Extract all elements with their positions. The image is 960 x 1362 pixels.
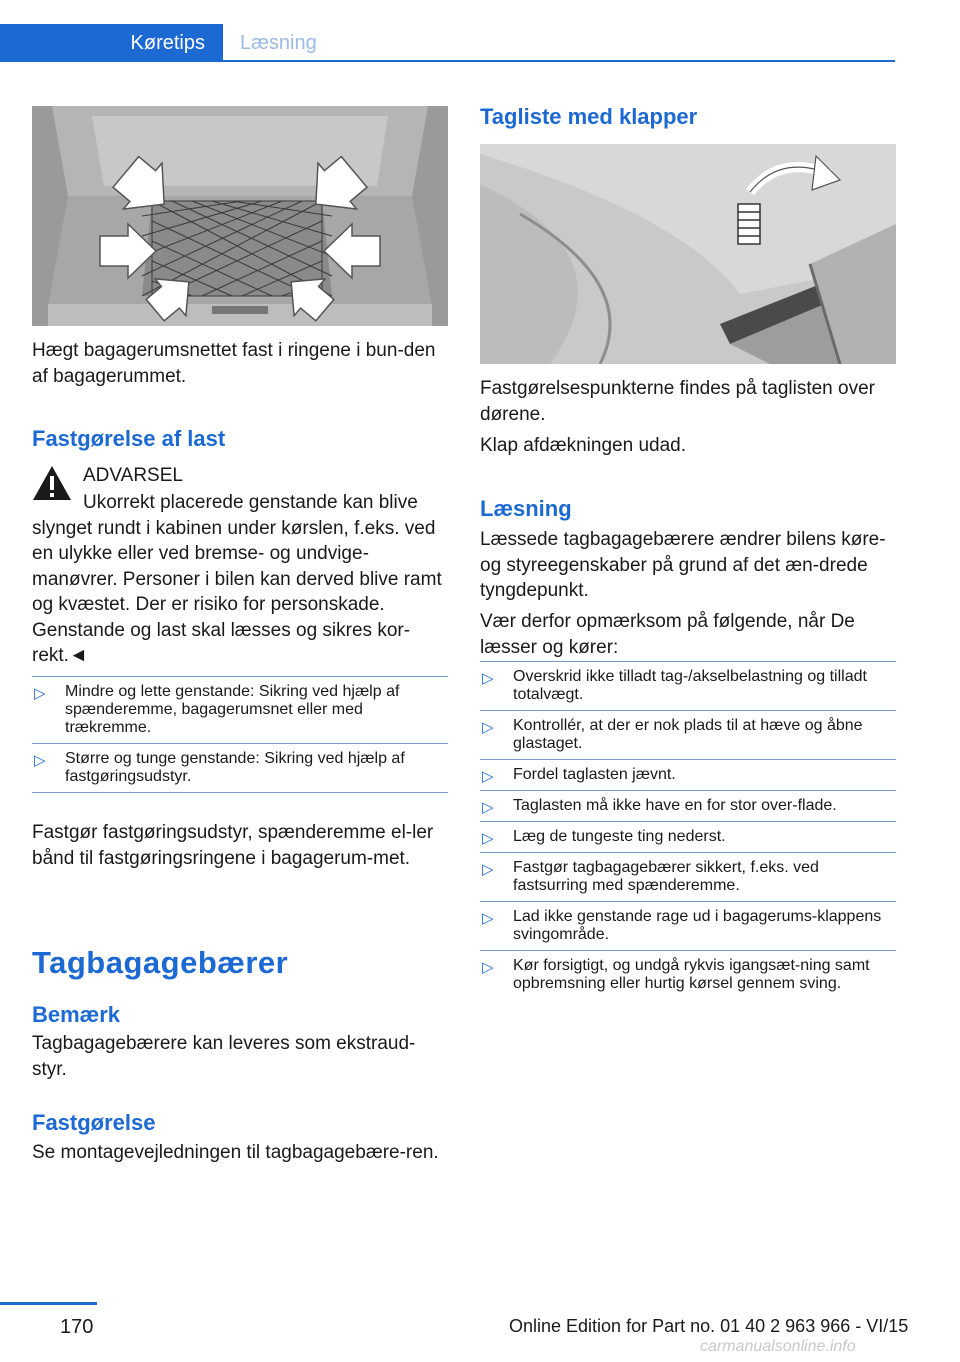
- bullet-triangle-icon: ▷: [34, 685, 46, 702]
- cargo-bullet-list: [32, 676, 448, 793]
- tab-laesning[interactable]: Læsning: [240, 32, 317, 54]
- bullet-triangle-icon: ▷: [482, 719, 494, 736]
- footer-rule: [0, 1302, 97, 1305]
- section-title-tagliste: Tagliste med klapper: [480, 104, 698, 129]
- sub-title-fastgoerelse: Fastgørelse: [32, 1110, 156, 1135]
- list-item: ▷ Læg de tungeste ting nederst.: [480, 821, 896, 852]
- list-item: ▷ Mindre og lette genstande: Sikring ved hjælp af spænderemme, bagagerumsnet eller med trækremme.: [32, 676, 448, 743]
- main-title-tagbagagebaerer: Tagbagagebærer: [32, 945, 289, 980]
- list-item: ▷ Taglasten må ikke have en for stor over-flade.: [480, 790, 896, 821]
- list-item: ▷ Lad ikke genstande rage ud i bagagerums-klappens svingområde.: [480, 901, 896, 950]
- bullet-triangle-icon: ▷: [482, 959, 494, 976]
- after-bullets-text: Fastgør fastgøringsudstyr, spænderemme el-ler bånd til fastgøringsringene i bagagerum-met.: [32, 822, 434, 869]
- list-item: ▷ Overskrid ikke tilladt tag-/akselbelastning og tilladt totalvægt.: [480, 661, 896, 710]
- warning-text: Ukorrekt placerede genstande kan blive slynget rundt i kabinen under kørslen, f.eks. ved en ulykke eller ved bremse- og undvige-manøvrer. Personer i bilen kan derved blive ramt og kvæstet. Der er risiko for personskade. Genstande og last skal læsses og sikres kor-rekt.◄: [32, 492, 442, 666]
- list-item: ▷ Større og tunge genstande: Sikring ved hjælp af fastgøringsudstyr.: [32, 743, 448, 793]
- laesning-para-2: Vær derfor opmærksom på følgende, når De læsser og kører:: [480, 611, 855, 658]
- trunk-net-illustration: [32, 106, 448, 326]
- list-item: ▷ Fastgør tagbagagebærer sikkert, f.eks. ved fastsurring med spænderemme.: [480, 852, 896, 901]
- fastgoerelse-text: Se montagevejledningen til tagbagagebære-ren.: [32, 1142, 439, 1163]
- section-title-laesning: Læsning: [480, 496, 572, 521]
- laesning-para-1: Læssede tagbagagebærere ændrer bilens køre- og styreegenskaber på grund af det æn-drede tyngdepunkt.: [480, 529, 886, 601]
- bemaerk-text: Tagbagagebærere kan leveres som ekstraud-styr.: [32, 1033, 416, 1080]
- bullet-triangle-icon: ▷: [482, 670, 494, 687]
- bullet-triangle-icon: ▷: [482, 830, 494, 847]
- header-tabbar: [0, 24, 895, 62]
- roof-rail-illustration: [480, 144, 896, 364]
- list-item: ▷ Kontrollér, at der er nok plads til at hæve og åbne glastaget.: [480, 710, 896, 759]
- trunk-net-caption: Hægt bagagerumsnettet fast i ringene i bun-den af bagagerummet.: [32, 340, 436, 387]
- watermark: carmanualsonline.info: [700, 1338, 856, 1355]
- section-title-fastgoerelse-af-last: Fastgørelse af last: [32, 426, 226, 451]
- bullet-triangle-icon: ▷: [482, 768, 494, 785]
- tab-koeretips[interactable]: Køretips: [0, 24, 223, 62]
- roof-rail-caption-1: Fastgørelsespunkterne findes på taglisten over dørene.: [480, 378, 875, 425]
- warning-label: ADVARSEL: [83, 465, 183, 486]
- list-item: ▷ Fordel taglasten jævnt.: [480, 759, 896, 790]
- bullet-triangle-icon: ▷: [34, 752, 46, 769]
- bullet-triangle-icon: ▷: [482, 861, 494, 878]
- bullet-triangle-icon: ▷: [482, 910, 494, 927]
- list-item: ▷ Kør forsigtigt, og undgå rykvis igangsæt-ning samt opbremsning eller hurtig kørsel gennem sving.: [480, 950, 896, 999]
- roof-rail-caption-2: Klap afdækningen udad.: [480, 435, 686, 456]
- bullet-triangle-icon: ▷: [482, 799, 494, 816]
- edition-text: Online Edition for Part no. 01 40 2 963 966 - VI/15: [509, 1316, 909, 1336]
- page-number: 170: [60, 1316, 94, 1338]
- sub-title-bemaerk: Bemærk: [32, 1002, 121, 1027]
- loading-bullet-list: [480, 661, 896, 999]
